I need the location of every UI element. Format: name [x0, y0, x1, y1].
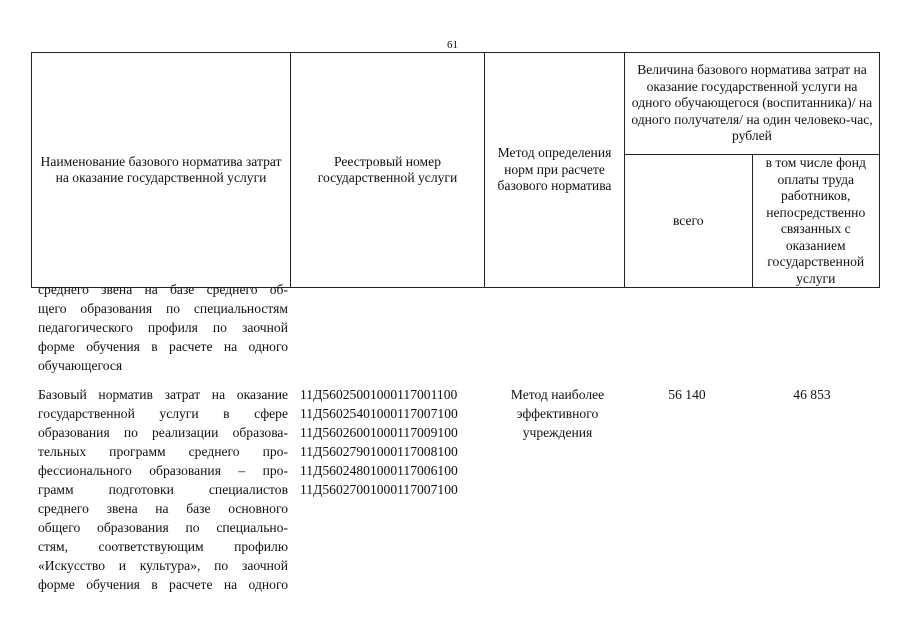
method-text [490, 385, 625, 442]
header-method-cell [485, 53, 625, 288]
header-wage-label: в том числе фонд оплаты труда работников, непосредственно связанных с оказанием государственной услуги [765, 155, 866, 286]
text-line: тельных программ среднего про- [38, 444, 288, 459]
header-registry-label: Реестровый номер государственной услуги [317, 153, 458, 185]
registry-number: 11Д56026001000117009100 [300, 425, 458, 440]
header-value-cell [625, 53, 880, 155]
page-number: 61 [447, 39, 458, 51]
header-registry-cell [291, 53, 485, 288]
text-line: Метод наиболее [510, 387, 605, 402]
text-line: общего образования по специально- [38, 520, 288, 535]
text-line: эффективного [516, 406, 599, 421]
text-line: стям, соответствующим профилю [38, 539, 288, 554]
header-table [31, 52, 880, 288]
registry-numbers [300, 385, 490, 499]
text-line: Базовый норматив затрат на оказание [38, 387, 288, 402]
text-line: форме обучения в расчете на одного [38, 577, 288, 592]
text-line: «Искусство и культура», по заочной [38, 558, 288, 573]
registry-number: 11Д56027901000117008100 [300, 444, 458, 459]
text-line: учреждения [522, 425, 593, 440]
text-line: образования по реализации образова- [38, 425, 288, 440]
header-value-label: Величина базового норматива затрат на оказание государственной услуги на одного обучающегося (воспитанника)/ на одного получателя/ на один человеко-час, рублей [631, 62, 873, 144]
text-line: государственной услуги в сфере [38, 406, 288, 421]
registry-number: 11Д56024801000117006100 [300, 463, 458, 478]
continuation-text [38, 280, 288, 375]
registry-number: 11Д56027001000117007100 [300, 482, 458, 497]
registry-number: 11Д56025401000117007100 [300, 406, 458, 421]
header-wage-cell [752, 155, 880, 288]
text-line: грамм подготовки специалистов [38, 482, 288, 497]
text-line: педагогического профиля по заочной [38, 320, 288, 335]
header-name-cell [32, 53, 291, 288]
registry-number: 11Д56025001000117001100 [300, 387, 458, 402]
text-line: фессионального образования – про- [38, 463, 288, 478]
text-line: среднего звена на базе основного [38, 501, 288, 516]
header-total-cell [625, 155, 753, 288]
value-wage: 46 853 [793, 387, 831, 402]
value-total: 56 140 [668, 387, 706, 402]
text-line: обучающегося [38, 358, 123, 373]
text-line: форме обучения в расчете на одного [38, 339, 288, 354]
text-line: среднего звена на базе среднего об- [38, 282, 288, 297]
header-method-label: Метод определения норм при расчете базового норматива [497, 145, 612, 194]
header-name-label: Наименование базового норматива затрат на оказание государственной услуги [40, 153, 282, 185]
row-name [38, 385, 288, 594]
text-line: щего образования по специальностям [38, 301, 288, 316]
header-total-label: всего [672, 212, 704, 228]
